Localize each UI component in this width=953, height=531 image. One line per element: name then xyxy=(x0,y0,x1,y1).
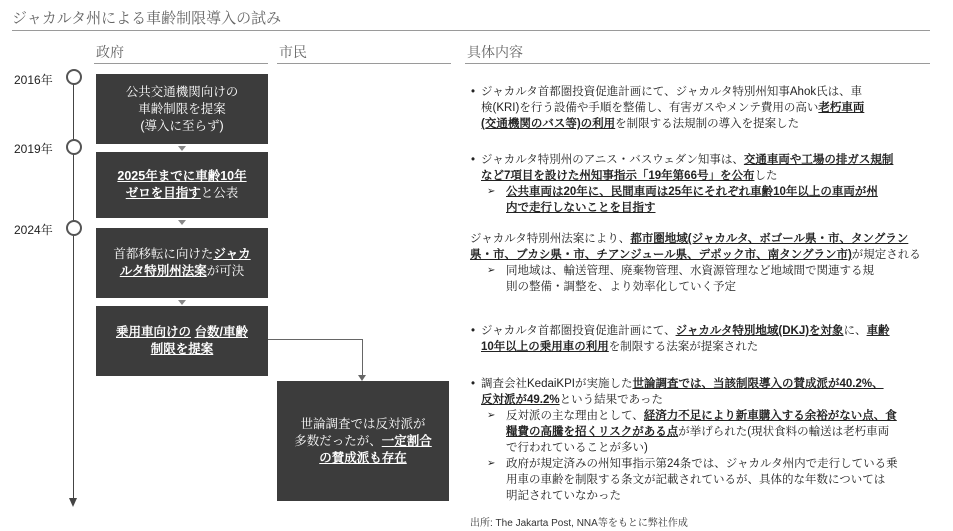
detail-bold: 県・市、ブカシ県・市、チアンジュール県、デポック市、南タングラン市) xyxy=(470,249,852,261)
detail-text: を制限する法案が提案された xyxy=(608,341,759,353)
gov-box-2024-bold2: ルタ特別州法案 xyxy=(119,264,207,278)
connector-line xyxy=(268,339,363,340)
detail-bold: 交通車両や工場の排ガス規制 xyxy=(743,154,894,166)
detail-text: 政府が規定済みの州知事指示第24条では、ジャカルタ州内で走行している乗 xyxy=(506,458,898,470)
gov-box-proposal-bold1: 乗用車向けの xyxy=(116,325,192,339)
column-divider-citizens xyxy=(277,63,451,64)
detail-bold: など7項目を設けた州知事指示「19年第66号」を公布 xyxy=(481,170,755,182)
column-divider-government xyxy=(94,63,268,64)
gov-box-proposal-bold3: 制限を提案 xyxy=(150,342,214,356)
year-label-2016: 2016年 xyxy=(14,73,53,87)
timeline-marker-2016 xyxy=(66,69,82,85)
page-title: ジャカルタ州による車齢制限導入の試み xyxy=(12,10,282,27)
detail-bold: 老朽車両 xyxy=(818,102,865,114)
year-label-2024: 2024年 xyxy=(14,223,53,237)
detail-bold: 糧費の高騰を招くリスクがある点 xyxy=(506,426,679,438)
citizen-box-survey xyxy=(277,381,449,501)
detail-text: ジャカルタ特別州のアニス・バスウェダン知事は、 xyxy=(481,154,744,166)
detail-paragraph xyxy=(470,231,940,263)
detail-text: 明記されていなかった xyxy=(506,490,621,502)
timeline-marker-2024 xyxy=(66,220,82,236)
detail-text: 用車の車齢を制限する条文が記載されているが、具体的な年数については xyxy=(506,474,886,486)
detail-text: という結果であった xyxy=(559,394,663,406)
detail-bullet xyxy=(470,376,945,408)
detail-text: 検(KRI)を行う設備や手順を整備し、有害ガスやメンテ費用の高い xyxy=(481,102,819,114)
flow-triangle-icon xyxy=(178,300,186,305)
gov-box-2024-bold1: ジャカ xyxy=(213,247,251,261)
detail-bold: (交通機関のバス等)の利用 xyxy=(481,118,616,130)
detail-bold: ジャカルタ特別地域(DKJ)を対象 xyxy=(675,325,844,337)
detail-bold: 経済力不足により新車購入する余裕がない点、食 xyxy=(643,410,897,422)
flow-triangle-icon xyxy=(178,146,186,151)
detail-text: ジャカルタ首都圏投資促進計画にて、 xyxy=(481,325,676,337)
detail-text: 同地域は、輸送管理、廃棄物管理、水資源管理など地域間で関連する規 xyxy=(506,265,874,277)
detail-bold: 内で走行しないことを目指す xyxy=(506,202,656,214)
detail-sub-bullet xyxy=(470,408,945,456)
timeline-arrow-icon xyxy=(69,498,77,507)
detail-text: で行われていることが多い) xyxy=(506,442,648,454)
detail-text: した xyxy=(754,170,778,182)
detail-bold: 世論調査では、当該制限導入の賛成派が40.2%、 xyxy=(632,378,884,390)
flow-triangle-icon xyxy=(178,220,186,225)
source-note: 出所: The Jakarta Post, NNA等をもとに弊社作成 xyxy=(470,518,688,529)
detail-2019 xyxy=(470,152,940,216)
detail-bullet xyxy=(470,152,940,184)
title-divider xyxy=(12,30,930,31)
citizen-box-bold1: 一定割合 xyxy=(381,433,432,448)
detail-text: ジャカルタ首都圏投資促進計画にて、ジャカルタ特別州知事Ahok氏は、車 xyxy=(481,86,863,98)
detail-text: ジャカルタ特別州法案により、 xyxy=(470,233,631,245)
citizen-box-bold2: の賛成派も存在 xyxy=(319,450,407,465)
timeline-marker-2019 xyxy=(66,139,82,155)
citizen-box-text2: 多数だったが、 xyxy=(294,433,382,448)
gov-box-2024-text2: が可決 xyxy=(206,264,245,278)
gov-box-2016-line3: (導入に至らず) xyxy=(140,118,224,133)
gov-box-proposal-bold2: 台数/車齢 xyxy=(194,325,248,339)
detail-bold: 都市圏地域(ジャカルタ、ボゴール県・市、タングラン xyxy=(630,233,909,245)
detail-text: が挙げられた(現状食料の輸送は老朽車両 xyxy=(678,426,890,438)
column-divider-details xyxy=(465,63,930,64)
detail-survey xyxy=(470,376,945,504)
citizen-box-text1: 世論調査では反対派が xyxy=(300,416,426,431)
gov-box-2019-text: と公表 xyxy=(200,186,239,200)
detail-2016 xyxy=(470,84,940,132)
gov-box-2016-line1: 公共交通機関向けの xyxy=(125,84,239,99)
detail-bold: 公共車両は20年に、民間車両は25年にそれぞれ車齢10年以上の車両が州 xyxy=(506,186,878,198)
detail-text: に、 xyxy=(843,325,867,337)
detail-text: が規定される xyxy=(851,249,921,261)
gov-box-2024-bill xyxy=(96,228,268,298)
year-label-2019: 2019年 xyxy=(14,142,53,156)
gov-box-2016 xyxy=(96,74,268,144)
column-header-details: 具体内容 xyxy=(467,44,523,60)
detail-2024-proposal xyxy=(470,323,940,355)
detail-bold: 反対派が49.2% xyxy=(481,394,560,406)
detail-sub-bullet xyxy=(470,263,940,295)
gov-box-2019-bold2: ゼロを目指す xyxy=(125,186,201,200)
detail-bold: 10年以上の乗用車の利用 xyxy=(481,341,609,353)
detail-2024-bill xyxy=(470,231,940,295)
detail-sub-bullet xyxy=(470,184,940,216)
gov-box-2019-bold1: 2025年までに車齢10年 xyxy=(117,169,247,183)
column-header-citizens: 市民 xyxy=(279,44,307,60)
detail-text: を制限する法規制の導入を提案した xyxy=(615,118,800,130)
detail-text: 反対派の主な理由として、 xyxy=(506,410,644,422)
gov-box-2016-line2: 車齢制限を提案 xyxy=(138,101,226,116)
detail-text: 則の整備・調整を、より効率化していく予定 xyxy=(506,281,736,293)
connector-line xyxy=(362,339,363,376)
detail-bullet xyxy=(470,84,940,132)
column-header-government: 政府 xyxy=(96,44,124,60)
detail-bold: 車齢 xyxy=(866,325,890,337)
gov-box-2024-proposal xyxy=(96,306,268,376)
gov-box-2024-text1: 首都移転に向けた xyxy=(113,247,214,261)
detail-sub-bullet xyxy=(470,456,945,504)
gov-box-2019 xyxy=(96,152,268,218)
detail-bullet xyxy=(470,323,940,355)
detail-text: 調査会社KedaiKPIが実施した xyxy=(481,378,633,390)
